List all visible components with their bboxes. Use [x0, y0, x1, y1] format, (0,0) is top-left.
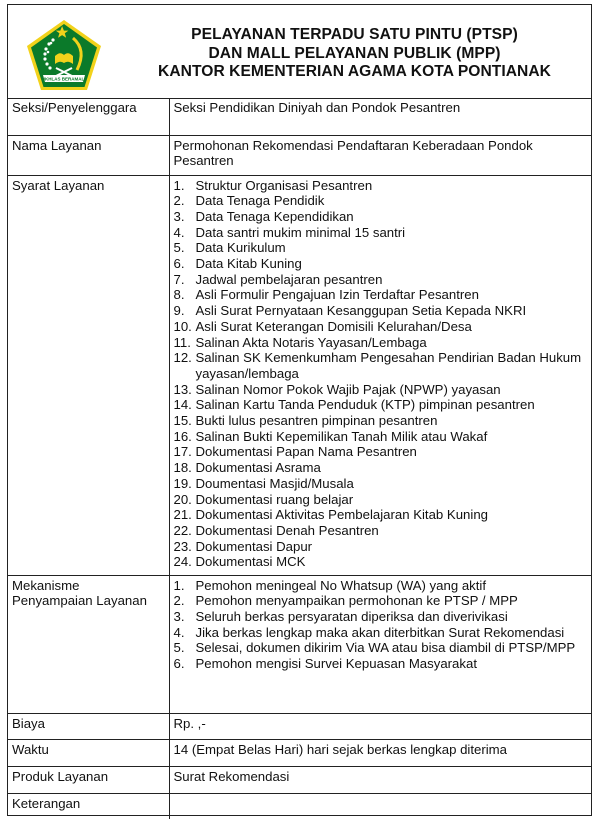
- list-item-number: 22.: [173, 522, 192, 538]
- table-row-syarat-layanan: [8, 175, 591, 575]
- row-value: Surat Rekomendasi: [169, 766, 591, 793]
- list-item: [174, 240, 587, 256]
- list-item-text: Jika berkas lengkap maka akan diterbitkan Surat Rekomendasi: [195, 624, 565, 640]
- list-item-number: 21.: [173, 507, 192, 523]
- list-item-number: 6.: [173, 656, 185, 672]
- list-item-text: Pemohon mengisi Survei Kepuasan Masyarakat: [195, 656, 477, 672]
- list-item: [174, 593, 587, 609]
- row-label: Nama Layanan: [8, 135, 169, 175]
- list-item: [174, 303, 587, 319]
- list-item-text: Asli Surat Keterangan Domisili Kelurahan/Desa: [195, 318, 472, 334]
- kemenag-emblem-icon: [25, 18, 103, 92]
- list-item: [174, 413, 587, 429]
- row-label: Syarat Layanan: [8, 175, 169, 575]
- list-item-text: Salinan SK Kemenkumham Pengesahan Pendirian Badan Hukum yayasan/lembaga: [195, 350, 582, 381]
- row-label: Produk Layanan: [8, 766, 169, 793]
- title-line-3: KANTOR KEMENTERIAN AGAMA KOTA PONTIANAK: [158, 63, 551, 80]
- row-label: Mekanisme Penyampaian Layanan: [8, 575, 169, 713]
- table-row-biaya: [8, 713, 591, 739]
- table-row-waktu: [8, 739, 591, 766]
- table-row-nama-layanan: [8, 135, 591, 175]
- list-item-text: Doumentasi Masjid/Musala: [195, 475, 354, 491]
- row-value: [169, 175, 591, 575]
- table-row-seksi: [8, 98, 591, 135]
- table-row-mekanisme: [8, 575, 591, 713]
- row-value: [169, 793, 591, 819]
- list-item: [174, 178, 587, 194]
- list-item: [174, 272, 587, 288]
- list-item-text: Seluruh berkas persyaratan diperiksa dan diverivikasi: [195, 608, 508, 624]
- list-item-text: Jadwal pembelajaran pesantren: [195, 271, 383, 287]
- list-item: [174, 609, 587, 625]
- mechanism-list: [174, 578, 587, 672]
- list-item-text: Salinan Kartu Tanda Penduduk (KTP) pimpinan pesantren: [195, 397, 535, 413]
- list-item-text: Dokumentasi ruang belajar: [195, 491, 354, 507]
- list-item: [174, 319, 587, 335]
- list-item-number: 6.: [173, 256, 185, 272]
- row-label: Waktu: [8, 739, 169, 766]
- list-item: [174, 476, 587, 492]
- title-line-1: PELAYANAN TERPADU SATU PINTU (PTSP): [191, 26, 518, 43]
- list-item: [174, 523, 587, 539]
- list-item: [174, 539, 587, 555]
- list-item: [174, 444, 587, 460]
- row-label: Biaya: [8, 713, 169, 739]
- list-item-number: 4.: [173, 224, 185, 240]
- list-item-text: Dokumentasi Asrama: [195, 460, 321, 476]
- list-item: [174, 209, 587, 225]
- requirements-list: [174, 178, 587, 571]
- list-item: [174, 397, 587, 413]
- row-value: [169, 575, 591, 713]
- list-item-number: 2.: [173, 193, 185, 209]
- row-value: Seksi Pendidikan Diniyah dan Pondok Pesantren: [169, 98, 591, 135]
- list-item-number: 24.: [173, 554, 192, 570]
- list-item-text: Salinan Bukti Kepemilikan Tanah Milik atau Wakaf: [195, 428, 488, 444]
- list-item-text: Data Tenaga Kependidikan: [195, 208, 354, 224]
- list-item: [174, 225, 587, 241]
- list-item: [174, 507, 587, 523]
- list-item-text: Dokumentasi Papan Nama Pesantren: [195, 444, 417, 460]
- service-info-table: [8, 98, 591, 819]
- list-item: [174, 625, 587, 641]
- list-item-number: 18.: [173, 460, 192, 476]
- list-item-number: 9.: [173, 303, 185, 319]
- row-label: Keterangan: [8, 793, 169, 819]
- list-item-text: Dokumentasi Aktivitas Pembelajaran Kitab Kuning: [195, 507, 488, 523]
- list-item: [174, 382, 587, 398]
- list-item-number: 14.: [173, 397, 192, 413]
- list-item-text: Data Kurikulum: [195, 240, 286, 256]
- list-item-text: Data Tenaga Pendidik: [195, 193, 325, 209]
- list-item: [174, 578, 587, 594]
- list-item-number: 5.: [173, 240, 185, 256]
- svg-text:IKHLAS BERAMAL: IKHLAS BERAMAL: [43, 76, 85, 82]
- document-frame: [7, 4, 592, 816]
- list-item-text: Dokumentasi Dapur: [195, 538, 313, 554]
- list-item-text: Dokumentasi MCK: [195, 554, 306, 570]
- list-item-number: 15.: [173, 413, 192, 429]
- list-item: [174, 656, 587, 672]
- list-item-text: Selesai, dokumen dikirim Via WA atau bisa diambil di PTSP/MPP: [195, 640, 576, 656]
- list-item: [174, 460, 587, 476]
- list-item-number: 7.: [173, 271, 185, 287]
- list-item-text: Salinan Nomor Pokok Wajib Pajak (NPWP) yayasan: [195, 381, 501, 397]
- list-item-text: Pemohon meningeal No Whatsup (WA) yang aktif: [195, 577, 487, 593]
- list-item-number: 23.: [173, 538, 192, 554]
- list-item-number: 17.: [173, 444, 192, 460]
- list-item: [174, 193, 587, 209]
- list-item-text: Asli Formulir Pengajuan Izin Terdaftar Pesantren: [195, 287, 479, 303]
- list-item-text: Salinan Akta Notaris Yayasan/Lembaga: [195, 334, 427, 350]
- list-item-number: 4.: [173, 624, 185, 640]
- list-item: [174, 350, 587, 381]
- list-item-number: 12.: [173, 350, 192, 366]
- document-header: [8, 5, 591, 99]
- list-item-number: 3.: [173, 208, 185, 224]
- document-title: [118, 26, 591, 82]
- list-item: [174, 640, 587, 656]
- row-value: Rp. ,-: [169, 713, 591, 739]
- row-value: Permohonan Rekomendasi Pendaftaran Keberadaan Pondok Pesantren: [169, 135, 591, 175]
- row-label: Seksi/Penyelenggara: [8, 98, 169, 135]
- title-line-2: DAN MALL PELAYANAN PUBLIK (MPP): [208, 44, 501, 62]
- list-item-number: 1.: [173, 177, 185, 193]
- list-item-number: 10.: [173, 318, 192, 334]
- list-item-number: 13.: [173, 381, 192, 397]
- table-row-produk-layanan: [8, 766, 591, 793]
- list-item-number: 3.: [173, 608, 185, 624]
- list-item-text: Data Kitab Kuning: [195, 256, 302, 272]
- list-item: [174, 554, 587, 570]
- list-item: [174, 492, 587, 508]
- list-item-text: Dokumentasi Denah Pesantren: [195, 522, 379, 538]
- list-item-number: 11.: [173, 334, 191, 350]
- list-item-number: 19.: [173, 475, 192, 491]
- list-item-number: 2.: [173, 593, 185, 609]
- list-item-text: Pemohon menyampaikan permohonan ke PTSP / MPP: [195, 593, 518, 609]
- list-item-number: 16.: [173, 428, 192, 444]
- list-item-number: 5.: [173, 640, 185, 656]
- list-item: [174, 287, 587, 303]
- list-item-text: Asli Surat Pernyataan Kesanggupan Setia Kepada NKRI: [195, 303, 527, 319]
- list-item-number: 1.: [173, 577, 185, 593]
- list-item-number: 8.: [173, 287, 185, 303]
- list-item: [174, 335, 587, 351]
- list-item: [174, 256, 587, 272]
- list-item-number: 20.: [173, 491, 192, 507]
- list-item: [174, 429, 587, 445]
- row-value: 14 (Empat Belas Hari) hari sejak berkas lengkap diterima: [169, 739, 591, 766]
- table-row-keterangan: [8, 793, 591, 819]
- list-item-text: Data santri mukim minimal 15 santri: [195, 224, 406, 240]
- list-item-text: Struktur Organisasi Pesantren: [195, 177, 373, 193]
- list-item-text: Bukti lulus pesantren pimpinan pesantren: [195, 413, 438, 429]
